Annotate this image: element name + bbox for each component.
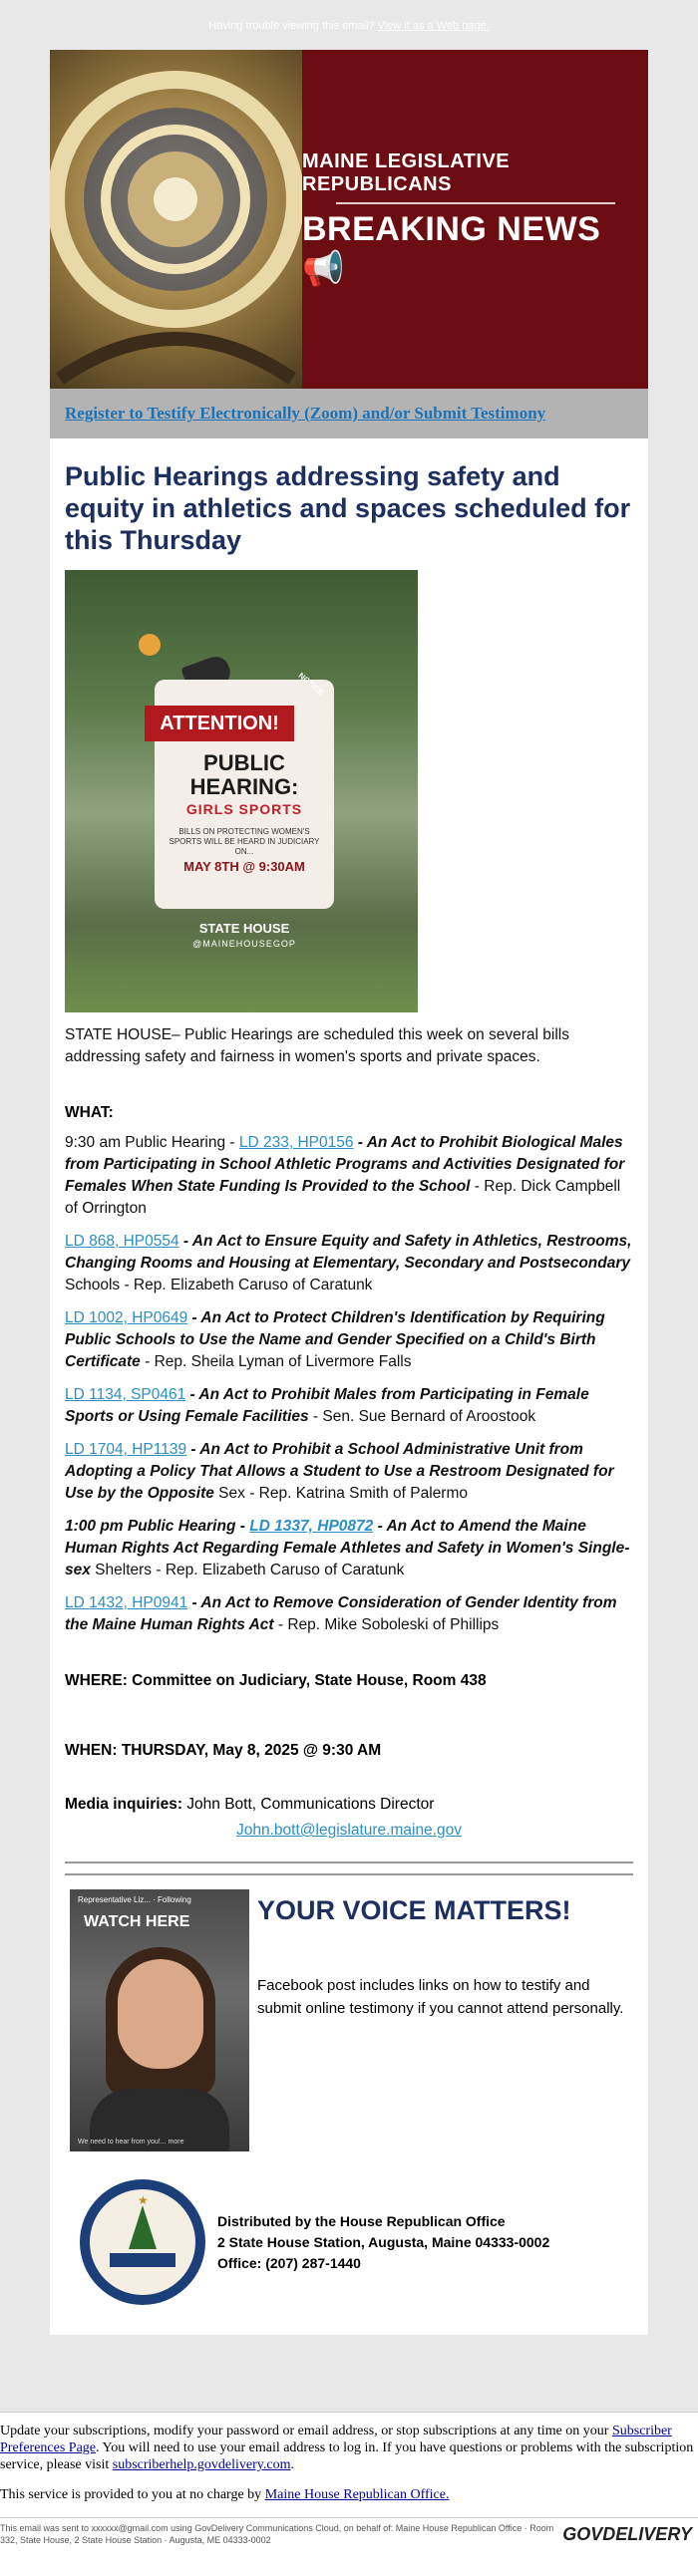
media-email-link[interactable]: John.bott@legislature.maine.gov xyxy=(236,1822,462,1839)
bill-link[interactable]: LD 1337, HP0872 xyxy=(249,1518,374,1535)
bill-item xyxy=(65,1307,633,1373)
bill-link[interactable]: LD 1432, HP0941 xyxy=(65,1594,188,1611)
poster-date: MAY 8TH @ 9:30AM xyxy=(183,859,305,874)
house-republican-office-link[interactable]: Maine House Republican Office. xyxy=(264,2487,450,2502)
voice-title: YOUR VOICE MATTERS! xyxy=(257,1895,571,1925)
subscription-text: Update your subscriptions, modify your password or email address, or stop subscriptions at any time on your Subscriber Preferences Page. You will need to use your email address to log in. If you have questions or problems with the subscription service, please visit subscriberhelp.govdelivery.com. xyxy=(0,2424,694,2472)
bill-title: - An Act to Protect Children's Identification by Requiring Public Schools to Use the Name and Gender Specified on a Child's Birth Certificate xyxy=(65,1309,605,1370)
banner-title: MAINE LEGISLATIVE REPUBLICANS xyxy=(302,149,511,195)
bill-sponsor: - Rep. Dick Campbell of Orrington xyxy=(65,1178,621,1217)
banner xyxy=(50,50,648,389)
pine-tree-icon xyxy=(129,2205,157,2249)
poster-title: PUBLIC HEARING: xyxy=(189,750,299,799)
watch-video-thumbnail[interactable] xyxy=(70,1889,249,2151)
office-signature xyxy=(65,2179,633,2335)
dome-illustration xyxy=(50,50,302,389)
web-view-link[interactable]: View it as a Web page. xyxy=(377,20,490,32)
banner-text-panel xyxy=(302,50,648,389)
hearing-poster-image xyxy=(65,570,418,1012)
poster-small-text: BILLS ON PROTECTING WOMEN'S SPORTS WILL BE HEARD IN JUDICIARY ON... xyxy=(169,827,320,856)
video-caption: We need to hear from you!... more xyxy=(78,2139,184,2146)
register-testify-link[interactable]: Register to Testify Electronically (Zoom) and/or Submit Testimony xyxy=(65,404,546,423)
watch-here-label: WATCH HERE xyxy=(84,1913,190,1930)
breaking-news-heading xyxy=(302,210,648,289)
poster-location: STATE HOUSE xyxy=(198,921,290,936)
bill-sponsor: Sex - Rep. Katrina Smith of Palermo xyxy=(213,1485,469,1502)
media-contact: John Bott, Communications Director xyxy=(182,1796,435,1813)
bill-title: - An Act to Ensure Equity and Safety in Athletics, Restrooms, Changing Rooms and Housing at Elementary, Secondary and Postsecondary xyxy=(65,1233,632,1272)
govdelivery-logo: GOVDELIVERY xyxy=(562,2523,692,2544)
bill-link[interactable]: LD 1704, HP1139 xyxy=(65,1441,187,1458)
bill-item xyxy=(65,1439,633,1505)
divider xyxy=(65,1873,633,1875)
office-line-2: 2 State House Station, Augusta, Maine 04333-0002 xyxy=(217,2233,550,2250)
bill-item xyxy=(65,1516,633,1581)
bill-sponsor: - Rep. Mike Soboleski of Phillips xyxy=(273,1616,500,1633)
voice-section xyxy=(65,1889,633,2151)
bill-link[interactable]: LD 1134, SP0461 xyxy=(65,1386,186,1403)
breaking-news-text: BREAKING NEWS xyxy=(302,209,601,248)
bill-sponsor: - Sen. Sue Bernard of Aroostook xyxy=(308,1408,536,1425)
bill-title: - An Act to Remove Consideration of Gender Identity from the Maine Human Rights Act xyxy=(65,1594,617,1633)
capitol-dome-image xyxy=(50,50,302,389)
state-seal-logo xyxy=(80,2179,205,2305)
bill-sponsor: Shelters - Rep. Elizabeth Caruso of Caratunk xyxy=(90,1562,405,1578)
video-header: Representative Liz... · Following xyxy=(78,1895,191,1904)
bill-time: 9:30 am Public Hearing - xyxy=(65,1134,239,1151)
voice-text xyxy=(249,1889,628,2151)
bill-item xyxy=(65,1132,633,1220)
star-icon: ★ xyxy=(138,2193,149,2207)
bill-list xyxy=(65,1132,633,1636)
banner-divider xyxy=(336,202,615,204)
bill-link[interactable]: LD 1002, HP0649 xyxy=(65,1309,188,1326)
when-line: WHEN: THURSDAY, May 8, 2025 @ 9:30 AM xyxy=(65,1742,382,1759)
register-bar xyxy=(50,389,648,438)
what-label: WHAT: xyxy=(65,1104,114,1121)
bill-time: 1:00 pm Public Hearing - xyxy=(65,1518,250,1535)
preheader-text: Having trouble viewing this email? xyxy=(208,20,375,32)
headline: Public Hearings addressing safety and equity in athletics and spaces scheduled for this Thursday xyxy=(65,461,631,555)
poster-subtitle: GIRLS SPORTS xyxy=(185,801,303,817)
subscriber-help-link[interactable]: subscriberhelp.govdelivery.com xyxy=(112,2457,291,2472)
office-line-1: Distributed by the House Republican Office xyxy=(217,2212,506,2229)
email-footer xyxy=(0,2412,698,2576)
email-container xyxy=(50,50,648,2335)
media-email xyxy=(65,1822,633,1840)
office-info xyxy=(217,2211,549,2274)
bill-item xyxy=(65,1592,633,1636)
office-line-3: Office: (207) 287-1440 xyxy=(217,2254,361,2271)
bill-title: - An Act to Amend the Maine Human Rights Act Regarding Female Athletes and Safety in Women's Single-sex xyxy=(65,1518,630,1578)
speech-bubble-icon xyxy=(139,634,161,656)
service-text: This service is provided to you at no charge by Maine House Republican Office. xyxy=(0,2487,450,2502)
intro-paragraph: STATE HOUSE– Public Hearings are scheduled this week on several bills addressing safety and fairness in women's sports and private spaces. xyxy=(65,1026,569,1065)
subscriber-preferences-link[interactable]: Subscriber Preferences Page xyxy=(0,2424,672,2455)
bill-link[interactable]: LD 868, HP0554 xyxy=(65,1233,179,1250)
preheader xyxy=(0,0,698,50)
video-person-face xyxy=(118,1959,203,2069)
bill-link[interactable]: LD 233, HP0156 xyxy=(238,1134,354,1151)
bill-item xyxy=(65,1384,633,1428)
bill-title: - An Act to Prohibit Males from Participating in Female Sports or Using Female Facilities xyxy=(65,1386,589,1425)
bill-sponsor: - Rep. Sheila Lyman of Livermore Falls xyxy=(140,1353,412,1370)
megaphone-icon: 📢 xyxy=(302,249,345,288)
main-content xyxy=(50,438,648,2335)
voice-body: Facebook post includes links on how to testify and submit online testimony if you cannot attend personally. xyxy=(257,1977,624,2017)
where-line: WHERE: Committee on Judiciary, State House, Room 438 xyxy=(65,1672,487,1689)
bill-title: - An Act to Prohibit a School Administrative Unit from Adopting a Policy That Allows a Student to Use a Restroom Designated for Use by the Opposite xyxy=(65,1441,614,1502)
bill-item xyxy=(65,1231,633,1296)
poster-attention: ATTENTION! xyxy=(145,706,294,741)
legal-row xyxy=(0,2518,698,2546)
media-label: Media inquiries: xyxy=(65,1796,182,1813)
poster-handle: @MAINEHOUSEGOP xyxy=(192,939,296,949)
legal-text: This email was sent to xxxxxx@gmail.com using GovDelivery Communications Cloud, on behalf of: Maine House Republican Office · Room 332, State House, 2 State House Station · Augusta, ME 04333-0002 xyxy=(0,2523,554,2545)
seal-banner xyxy=(110,2253,175,2267)
bill-sponsor: Schools - Rep. Elizabeth Caruso of Caratunk xyxy=(65,1277,373,1293)
poster-notice: NOTICE xyxy=(296,671,326,698)
bill-title: - An Act to Prohibit Biological Males from Participating in School Athletic Programs and Activities Designated for Females When State Funding Is Provided to the School xyxy=(65,1134,625,1195)
media-inquiries xyxy=(65,1796,633,1814)
